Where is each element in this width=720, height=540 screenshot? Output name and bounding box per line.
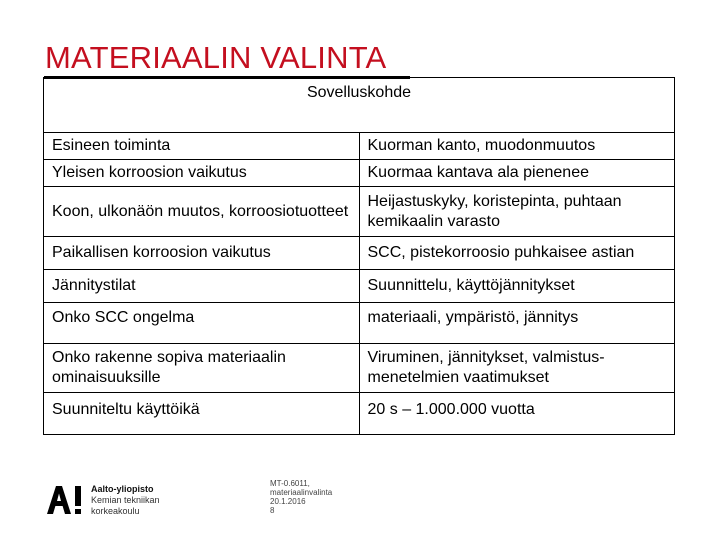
table-header-row bbox=[44, 78, 675, 133]
footer-meta bbox=[270, 479, 390, 515]
table-cell-right: SCC, pistekorroosio puhkaisee astian bbox=[359, 237, 675, 270]
aalto-logo-icon bbox=[45, 485, 85, 515]
logo-line-school-2: korkeakoulu bbox=[91, 506, 140, 516]
footer-date: 20.1.2016 bbox=[270, 497, 306, 506]
table-cell-right: Suunnittelu, käyttöjännitykset bbox=[359, 270, 675, 303]
table-row bbox=[44, 303, 675, 344]
table-row bbox=[44, 133, 675, 160]
slide-title: MATERIAALIN VALINTA bbox=[45, 40, 387, 75]
material-selection-table bbox=[43, 77, 675, 435]
table-row bbox=[44, 187, 675, 237]
table-cell-left: Paikallisen korroosion vaikutus bbox=[44, 237, 360, 270]
table-cell-right: Heijastuskyky, koristepinta, puhtaan kemikaalin varasto bbox=[359, 187, 675, 237]
table-cell-right: materiaali, ympäristö, jännitys bbox=[359, 303, 675, 344]
footer-course: MT-0.6011, bbox=[270, 479, 310, 488]
table-cell-right: Viruminen, jännitykset, valmistus-menetelmien vaatimukset bbox=[359, 344, 675, 393]
table-row bbox=[44, 237, 675, 270]
table-cell-left: Jännitystilat bbox=[44, 270, 360, 303]
footer-subject: materiaalinvalinta bbox=[270, 488, 333, 497]
table-row bbox=[44, 393, 675, 435]
logo-line-university: Aalto-yliopisto bbox=[91, 484, 154, 494]
footer-page-number: 8 bbox=[270, 506, 275, 515]
table-row bbox=[44, 160, 675, 187]
table-cell-right: 20 s – 1.000.000 vuotta bbox=[359, 393, 675, 435]
table-cell-right: Kuormaa kantava ala pienenee bbox=[359, 160, 675, 187]
logo-line-school: Kemian tekniikan bbox=[91, 495, 160, 505]
table-cell-left: Onko SCC ongelma bbox=[44, 303, 360, 344]
table-cell-left: Onko rakenne sopiva materiaalin ominaisuuksille bbox=[44, 344, 360, 393]
table-cell-left: Esineen toiminta bbox=[44, 133, 360, 160]
table-header-cell: Sovelluskohde bbox=[44, 78, 675, 133]
table-row bbox=[44, 344, 675, 393]
table-cell-left: Koon, ulkonäön muutos, korroosiotuotteet bbox=[44, 187, 360, 237]
table-cell-left: Yleisen korroosion vaikutus bbox=[44, 160, 360, 187]
table-cell-left: Suunniteltu käyttöikä bbox=[44, 393, 360, 435]
table-cell-right: Kuorman kanto, muodonmuutos bbox=[359, 133, 675, 160]
table-row bbox=[44, 270, 675, 303]
